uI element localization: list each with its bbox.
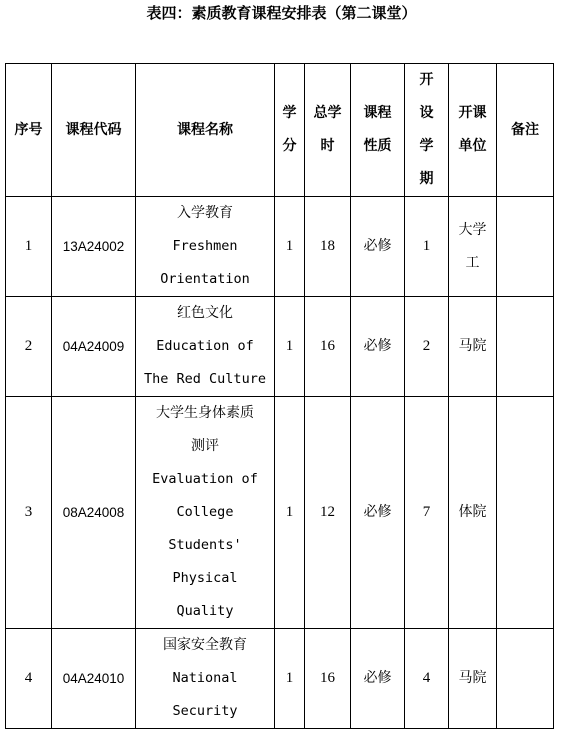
header-semester: 开 设 学 期 — [405, 64, 449, 197]
cell-unit: 体院 — [449, 397, 497, 629]
cell-nature: 必修 — [351, 297, 405, 397]
cell-remark — [497, 197, 554, 297]
header-credit: 学 分 — [275, 64, 305, 197]
cell-code: 04A24009 — [52, 297, 136, 397]
header-unit: 开课 单位 — [449, 64, 497, 197]
cell-hours: 16 — [305, 297, 351, 397]
table-title: 表四：素质教育课程安排表（第二课堂） — [146, 4, 417, 22]
cell-semester: 7 — [405, 397, 449, 629]
cell-nature: 必修 — [351, 397, 405, 629]
cell-course-name: 入学教育 Freshmen Orientation — [136, 197, 275, 297]
cell-credit: 1 — [275, 297, 305, 397]
table-row — [6, 629, 554, 729]
cell-unit: 马院 — [449, 297, 497, 397]
cell-course-name: 国家安全教育 National Security — [136, 629, 275, 729]
header-remark: 备注 — [497, 64, 554, 197]
header-seq: 序号 — [6, 64, 52, 197]
cell-hours: 12 — [305, 397, 351, 629]
header-code: 课程代码 — [52, 64, 136, 197]
cell-nature: 必修 — [351, 197, 405, 297]
cell-seq: 3 — [6, 397, 52, 629]
cell-code: 04A24010 — [52, 629, 136, 729]
cell-hours: 16 — [305, 629, 351, 729]
cell-seq: 2 — [6, 297, 52, 397]
cell-semester: 4 — [405, 629, 449, 729]
cell-hours: 18 — [305, 197, 351, 297]
cell-credit: 1 — [275, 397, 305, 629]
cell-seq: 4 — [6, 629, 52, 729]
cell-remark — [497, 397, 554, 629]
cell-seq: 1 — [6, 197, 52, 297]
cell-code: 13A24002 — [52, 197, 136, 297]
table-row — [6, 397, 554, 629]
cell-course-name: 红色文化 Education of The Red Culture — [136, 297, 275, 397]
cell-semester: 1 — [405, 197, 449, 297]
cell-unit: 马院 — [449, 629, 497, 729]
table-row — [6, 197, 554, 297]
cell-code: 08A24008 — [52, 397, 136, 629]
header-row — [6, 64, 554, 197]
header-hours: 总学 时 — [305, 64, 351, 197]
table-row — [6, 297, 554, 397]
cell-remark — [497, 629, 554, 729]
header-name: 课程名称 — [136, 64, 275, 197]
header-nature: 课程 性质 — [351, 64, 405, 197]
cell-credit: 1 — [275, 629, 305, 729]
cell-course-name: 大学生身体素质 测评 Evaluation of College Students' Physical Quality — [136, 397, 275, 629]
cell-remark — [497, 297, 554, 397]
cell-nature: 必修 — [351, 629, 405, 729]
cell-semester: 2 — [405, 297, 449, 397]
course-schedule-table — [5, 63, 554, 729]
cell-credit: 1 — [275, 197, 305, 297]
cell-unit: 大学 工 — [449, 197, 497, 297]
